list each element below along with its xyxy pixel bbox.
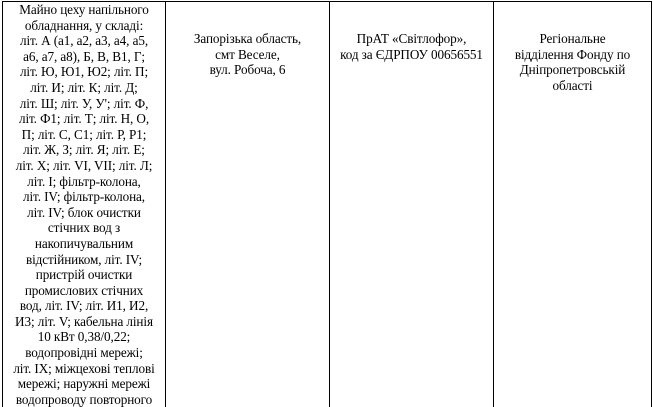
location-cell [166,2,330,407]
owner-text: ПрАТ «Світлофор», код за ЄДРПОУ 00656551 [330,2,493,62]
property-description-text: Майно цеху напільного обладнання, у складі: літ. А (а1, а2, а3, а4, а5, а6, а7, а8), Б, В, В1, Г; літ. Ю, Ю1, Ю2; літ. П; літ. И; літ. К; літ. Д; літ. Ш; літ. У, У'; літ. Ф, літ. Ф1; літ. Т; літ. Н, О, П; літ. С, С1; літ. Р, Р1; літ. Ж, З; літ. Я; літ. Е; літ. Х; літ. VI, VII; літ. Л; літ. I; фільтр-колона, літ. IV; фільтр-колона, літ. IV; блок очистки стічних вод з накопичувальним відстійником, літ. IV; пристрій очистки промислових стічних вод, літ. IV; літ. И1, И2, И3; літ. V; кабельна лінія 10 кВт 0,38/0,22; водопровідні мережі; літ. IX; міжцехові теплові мережі; наружні мережі водопроводу повторного [3,2,165,407]
owner-cell [330,2,494,407]
property-description-cell [3,2,166,407]
location-text: Запорізька область, смт Веселе, вул. Робоча, 6 [166,2,329,78]
property-table [2,1,652,407]
regional-office-cell [494,2,652,407]
regional-office-text: Регіональне відділення Фонду по Дніпропетровській області [494,2,651,93]
table-row [3,2,652,407]
